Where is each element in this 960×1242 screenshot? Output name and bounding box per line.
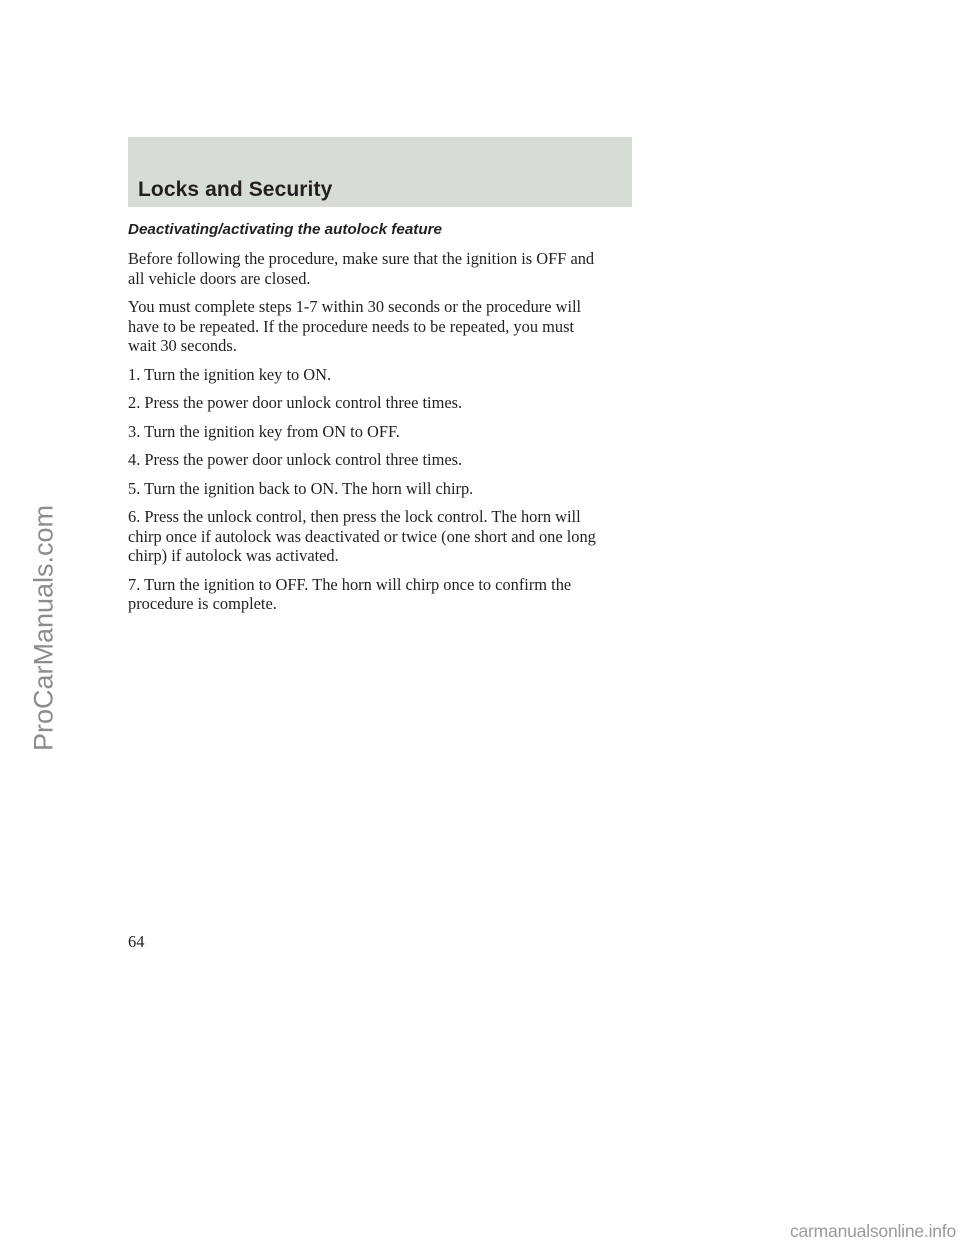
page-number: 64	[128, 932, 145, 951]
step-2: 2. Press the power door unlock control three times.	[128, 393, 463, 412]
section-header-band	[128, 137, 632, 207]
page-content	[128, 220, 632, 623]
step-5: 5. Turn the ignition back to ON. The horn will chirp.	[128, 478, 474, 498]
step-3: 3. Turn the ignition key from ON to OFF.	[128, 421, 400, 441]
subheading: Deactivating/activating the autolock feature	[128, 221, 442, 238]
step-7: 7. Turn the ignition to OFF. The horn will chirp once to confirm the procedure is complete.	[128, 574, 572, 613]
footer-watermark: carmanualsonline.info	[789, 1221, 956, 1241]
side-watermark: ProCarManuals.com	[28, 504, 59, 752]
intro-paragraph: Before following the procedure, make sure that the ignition is OFF and all vehicle doors are closed.	[128, 249, 595, 288]
step-1: 1. Turn the ignition key to ON.	[128, 364, 332, 384]
timing-paragraph: You must complete steps 1-7 within 30 seconds or the procedure will have to be repeated. If the procedure needs to be repeated, you must wait 30 seconds.	[128, 297, 582, 355]
section-title: Locks and Security	[138, 178, 333, 201]
step-6: 6. Press the unlock control, then press the lock control. The horn will chirp once if autolock was deactivated or twice (one short and one long chirp) if autolock was activated.	[128, 507, 596, 565]
step-4: 4. Press the power door unlock control three times.	[128, 450, 463, 469]
